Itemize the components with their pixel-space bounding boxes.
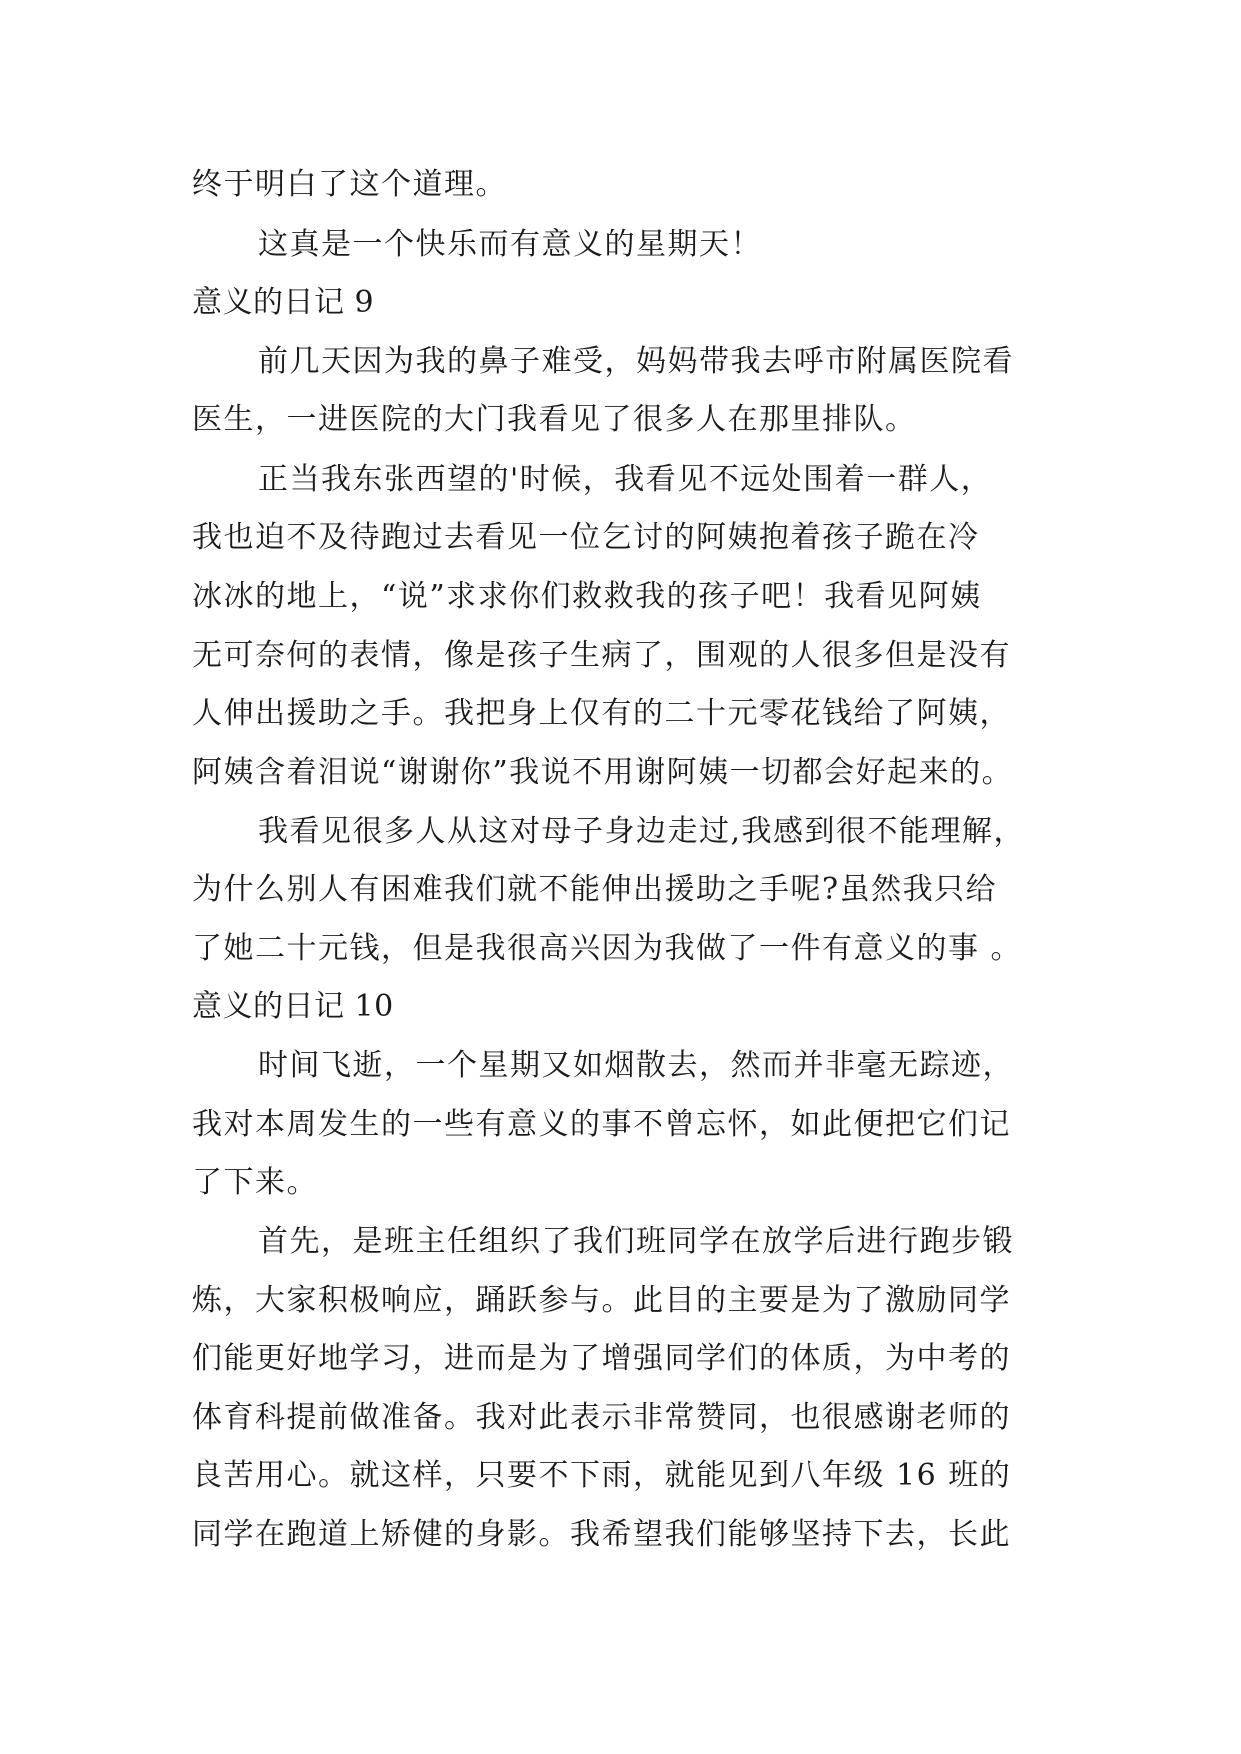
section-heading: 意义的日记 9	[192, 285, 375, 320]
text-line: 首先，是班主任组织了我们班同学在放学后进行跑步锻	[258, 1224, 1014, 1259]
text-line: 我看见很多人从这对母子身边走过,我感到很不能理解，	[258, 814, 1026, 849]
text-line: 们能更好地学习，进而是为了增强同学们的体质，为中考的	[192, 1341, 1011, 1376]
text-line: 我也迫不及待跑过去看见一位乞讨的阿姨抱着孩子跪在冷	[192, 520, 980, 555]
text-line: 我对本周发生的一些有意义的事不曾忘怀，如此便把它们记	[192, 1107, 1011, 1142]
text-line: 医生，一进医院的大门我看见了很多人在那里排队。	[192, 402, 917, 437]
text-line: 正当我东张西望的'时候，我看见不远处围着一群人，	[258, 462, 993, 497]
text-line: 时间飞逝，一个星期又如烟散去，然而并非毫无踪迹，	[258, 1048, 1014, 1083]
text-line: 人伸出援助之手。我把身上仅有的二十元零花钱给了阿姨，	[192, 696, 1011, 731]
text-line: 了下来。	[192, 1165, 318, 1200]
text-line: 同学在跑道上矫健的身影。我希望我们能够坚持下去，长此	[192, 1517, 1011, 1552]
text-line: 前几天因为我的鼻子难受，妈妈带我去呼市附属医院看	[258, 344, 1014, 379]
text-line: 无可奈何的表情，像是孩子生病了，围观的人很多但是没有	[192, 638, 1011, 673]
section-heading: 意义的日记 10	[192, 989, 394, 1024]
text-line: 这真是一个快乐而有意义的星期天！	[258, 227, 762, 262]
text-line: 良苦用心。就这样，只要不下雨，就能见到八年级 16 班的	[192, 1458, 1012, 1493]
text-line: 为什么别人有困难我们就不能伸出援助之手呢?虽然我只给	[192, 872, 998, 907]
text-line: 冰冰的地上，“说”求求你们救救我的孩子吧！我看见阿姨	[192, 579, 982, 614]
text-line: 了她二十元钱，但是我很高兴因为我做了一件有意义的事 。	[192, 931, 1023, 966]
text-line: 体育科提前做准备。我对此表示非常赞同，也很感谢老师的	[192, 1400, 1011, 1435]
text-line: 终于明白了这个道理。	[192, 167, 507, 202]
text-line: 阿姨含着泪说“谢谢你”我说不用谢阿姨一切都会好起来的。	[192, 755, 1014, 790]
text-line: 炼，大家积极响应，踊跃参与。此目的主要是为了激励同学	[192, 1283, 1011, 1318]
